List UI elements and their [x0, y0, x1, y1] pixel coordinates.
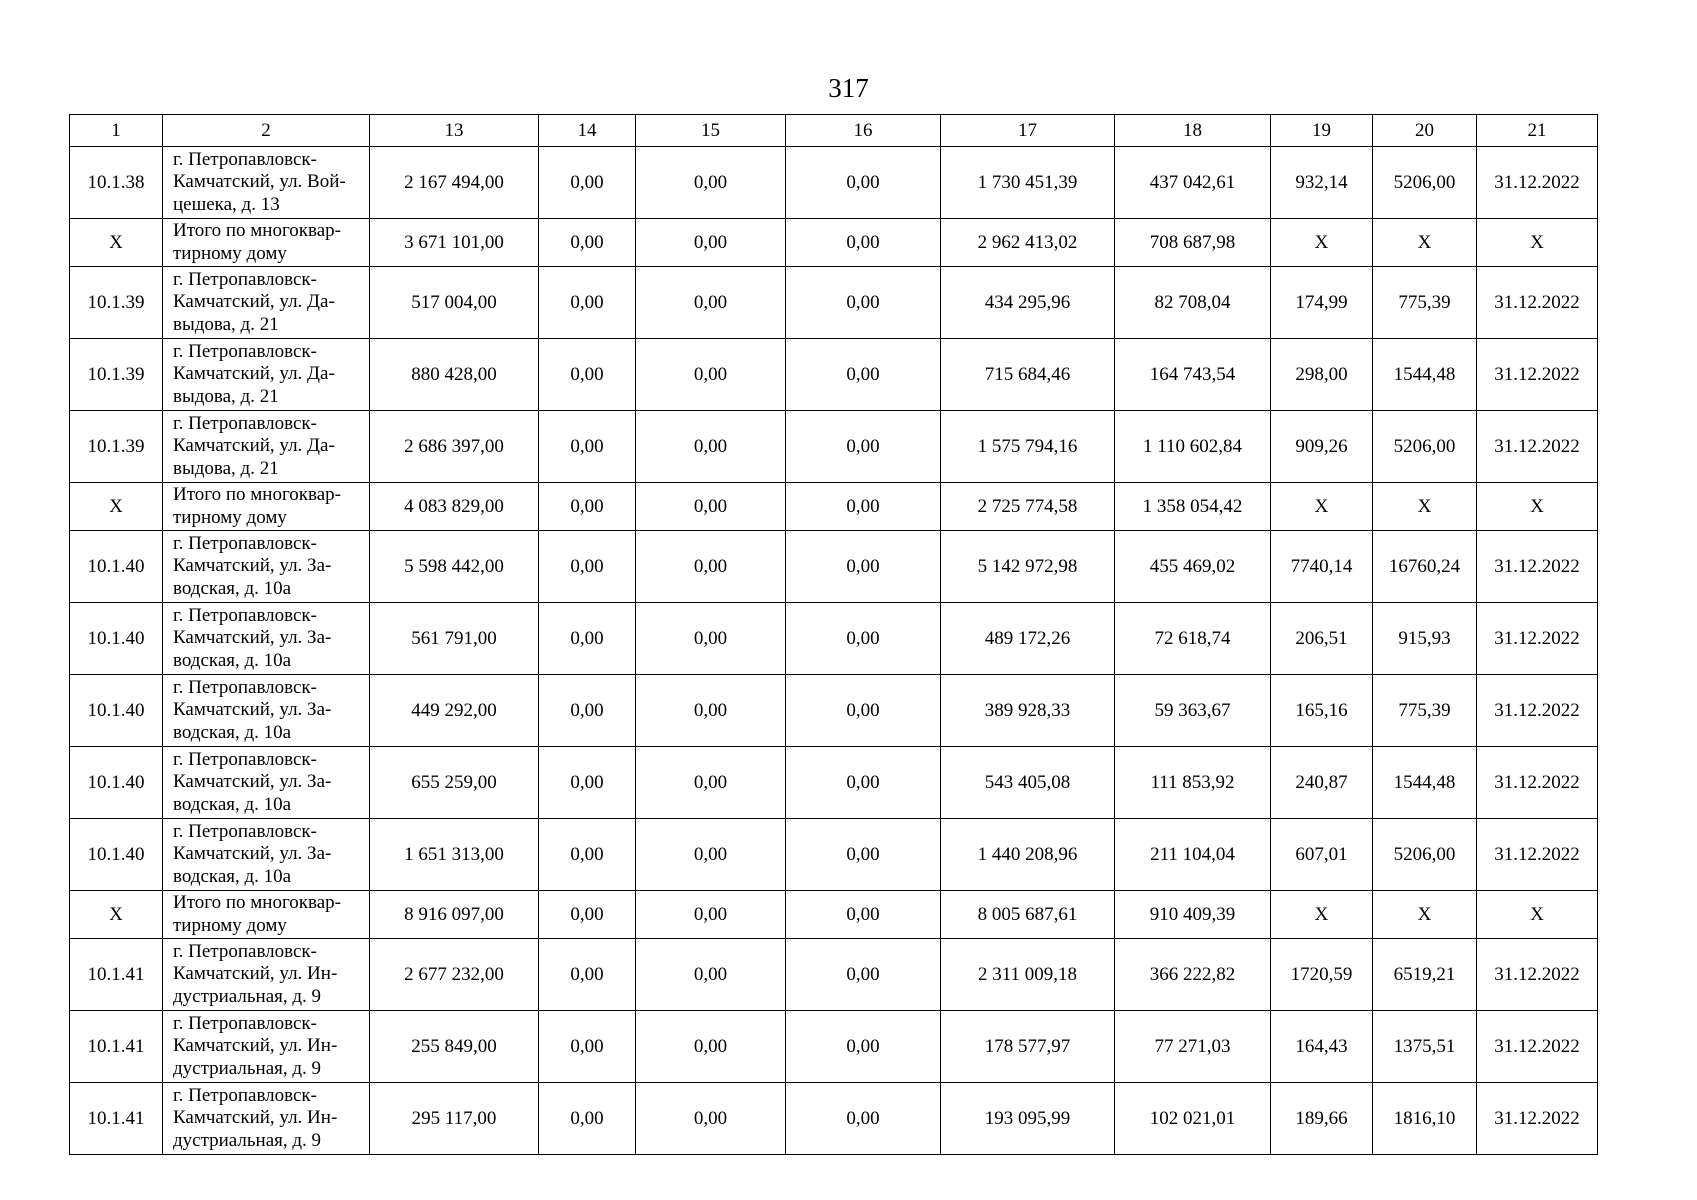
address-line: водская, д. 10а	[173, 793, 292, 815]
cell-col-20: 6519,21	[1373, 939, 1477, 1011]
cell-col-19: 298,00	[1271, 339, 1373, 411]
cell-col-14: 0,00	[539, 147, 636, 219]
column-header: 16	[786, 115, 941, 147]
cell-col-14: 0,00	[539, 219, 636, 267]
cell-col-17: 1 440 208,96	[941, 819, 1115, 891]
cell-col-20: 775,39	[1373, 675, 1477, 747]
cell-col-18: 211 104,04	[1115, 819, 1271, 891]
cell-col-16: 0,00	[786, 891, 941, 939]
cell-col-14: 0,00	[539, 411, 636, 483]
cell-col-21: 31.12.2022	[1477, 267, 1598, 339]
cell-col-20: 16760,24	[1373, 531, 1477, 603]
cell-col-18: 82 708,04	[1115, 267, 1271, 339]
column-header: 17	[941, 115, 1115, 147]
cell-col-20: X	[1373, 219, 1477, 267]
cell-col-21: 31.12.2022	[1477, 675, 1598, 747]
address-line: г. Петропавловск-	[173, 820, 317, 842]
cell-col-17: 2 962 413,02	[941, 219, 1115, 267]
cell-col-19: 165,16	[1271, 675, 1373, 747]
address-line: г. Петропавловск-	[173, 268, 317, 290]
address-cell	[163, 1083, 370, 1155]
table-row	[70, 147, 1598, 219]
cell-col-20: X	[1373, 891, 1477, 939]
table-row	[70, 819, 1598, 891]
cell-col-16: 0,00	[786, 747, 941, 819]
address-line: Камчатский, ул. Да-	[173, 435, 335, 457]
cell-col-19: X	[1271, 219, 1373, 267]
row-number-cell: 10.1.40	[70, 531, 163, 603]
table-row	[70, 675, 1598, 747]
cell-col-16: 0,00	[786, 267, 941, 339]
cell-col-13: 561 791,00	[370, 603, 539, 675]
address-cell	[163, 891, 370, 939]
cell-col-19: 909,26	[1271, 411, 1373, 483]
cell-col-15: 0,00	[636, 675, 786, 747]
cell-col-18: 910 409,39	[1115, 891, 1271, 939]
cell-col-16: 0,00	[786, 147, 941, 219]
cell-col-15: 0,00	[636, 891, 786, 939]
table-row	[70, 747, 1598, 819]
address-line: Камчатский, ул. За-	[173, 843, 332, 865]
address-cell	[163, 531, 370, 603]
row-number-cell: 10.1.39	[70, 267, 163, 339]
cell-col-15: 0,00	[636, 603, 786, 675]
cell-col-15: 0,00	[636, 819, 786, 891]
cell-col-13: 8 916 097,00	[370, 891, 539, 939]
cell-col-19: 189,66	[1271, 1083, 1373, 1155]
cell-col-13: 2 686 397,00	[370, 411, 539, 483]
table-row	[70, 1083, 1598, 1155]
cell-col-19: 240,87	[1271, 747, 1373, 819]
address-cell	[163, 939, 370, 1011]
row-number-cell: 10.1.40	[70, 675, 163, 747]
address-line: тирному дому	[173, 914, 287, 936]
cell-col-16: 0,00	[786, 603, 941, 675]
cell-col-15: 0,00	[636, 339, 786, 411]
cell-col-21: X	[1477, 219, 1598, 267]
address-cell	[163, 747, 370, 819]
cell-col-17: 178 577,97	[941, 1011, 1115, 1083]
column-header: 13	[370, 115, 539, 147]
cell-col-13: 449 292,00	[370, 675, 539, 747]
cell-col-21: 31.12.2022	[1477, 339, 1598, 411]
address-line: дустриальная, д. 9	[173, 1057, 322, 1079]
row-number-cell: X	[70, 483, 163, 531]
cell-col-13: 5 598 442,00	[370, 531, 539, 603]
table-row	[70, 1011, 1598, 1083]
cell-col-21: 31.12.2022	[1477, 1011, 1598, 1083]
cell-col-16: 0,00	[786, 483, 941, 531]
cell-col-15: 0,00	[636, 1083, 786, 1155]
cell-col-18: 455 469,02	[1115, 531, 1271, 603]
data-table	[69, 114, 1598, 1155]
address-line: Камчатский, ул. За-	[173, 771, 332, 793]
address-cell	[163, 411, 370, 483]
table-row	[70, 483, 1598, 531]
address-cell	[163, 339, 370, 411]
cell-col-18: 366 222,82	[1115, 939, 1271, 1011]
cell-col-21: 31.12.2022	[1477, 819, 1598, 891]
address-line: Камчатский, ул. Ин-	[173, 963, 338, 985]
cell-col-18: 111 853,92	[1115, 747, 1271, 819]
table-row	[70, 891, 1598, 939]
cell-col-18: 72 618,74	[1115, 603, 1271, 675]
cell-col-17: 5 142 972,98	[941, 531, 1115, 603]
address-cell	[163, 219, 370, 267]
cell-col-16: 0,00	[786, 1083, 941, 1155]
table-row	[70, 531, 1598, 603]
address-cell	[163, 603, 370, 675]
cell-col-15: 0,00	[636, 939, 786, 1011]
row-number-cell: 10.1.41	[70, 939, 163, 1011]
cell-col-15: 0,00	[636, 483, 786, 531]
address-line: выдова, д. 21	[173, 313, 279, 335]
column-header: 21	[1477, 115, 1598, 147]
address-line: Камчатский, ул. За-	[173, 627, 332, 649]
cell-col-13: 655 259,00	[370, 747, 539, 819]
cell-col-16: 0,00	[786, 219, 941, 267]
cell-col-18: 102 021,01	[1115, 1083, 1271, 1155]
cell-col-19: X	[1271, 891, 1373, 939]
cell-col-19: 7740,14	[1271, 531, 1373, 603]
cell-col-18: 59 363,67	[1115, 675, 1271, 747]
cell-col-21: 31.12.2022	[1477, 411, 1598, 483]
cell-col-13: 3 671 101,00	[370, 219, 539, 267]
cell-col-16: 0,00	[786, 531, 941, 603]
address-line: тирному дому	[173, 242, 287, 264]
cell-col-19: 607,01	[1271, 819, 1373, 891]
cell-col-17: 715 684,46	[941, 339, 1115, 411]
address-line: г. Петропавловск-	[173, 340, 317, 362]
address-line: выдова, д. 21	[173, 457, 279, 479]
cell-col-18: 77 271,03	[1115, 1011, 1271, 1083]
row-number-cell: 10.1.40	[70, 603, 163, 675]
cell-col-16: 0,00	[786, 939, 941, 1011]
page-number: 317	[828, 73, 869, 103]
address-line: выдова, д. 21	[173, 385, 279, 407]
row-number-cell: 10.1.40	[70, 747, 163, 819]
address-line: водская, д. 10а	[173, 577, 292, 599]
cell-col-13: 880 428,00	[370, 339, 539, 411]
address-line: г. Петропавловск-	[173, 532, 317, 554]
address-cell	[163, 267, 370, 339]
cell-col-20: 775,39	[1373, 267, 1477, 339]
cell-col-14: 0,00	[539, 939, 636, 1011]
cell-col-20: 1544,48	[1373, 747, 1477, 819]
cell-col-21: 31.12.2022	[1477, 747, 1598, 819]
cell-col-17: 543 405,08	[941, 747, 1115, 819]
cell-col-15: 0,00	[636, 219, 786, 267]
address-line: г. Петропавловск-	[173, 676, 317, 698]
cell-col-17: 389 928,33	[941, 675, 1115, 747]
cell-col-19: 1720,59	[1271, 939, 1373, 1011]
cell-col-17: 2 311 009,18	[941, 939, 1115, 1011]
cell-col-21: X	[1477, 483, 1598, 531]
address-line: г. Петропавловск-	[173, 604, 317, 626]
address-line: водская, д. 10а	[173, 865, 292, 887]
cell-col-20: 5206,00	[1373, 819, 1477, 891]
cell-col-17: 193 095,99	[941, 1083, 1115, 1155]
cell-col-18: 1 358 054,42	[1115, 483, 1271, 531]
table-row	[70, 603, 1598, 675]
table-row	[70, 939, 1598, 1011]
cell-col-14: 0,00	[539, 339, 636, 411]
cell-col-13: 2 167 494,00	[370, 147, 539, 219]
cell-col-17: 1 730 451,39	[941, 147, 1115, 219]
cell-col-15: 0,00	[636, 267, 786, 339]
cell-col-16: 0,00	[786, 819, 941, 891]
address-line: г. Петропавловск-	[173, 1012, 317, 1034]
table-body	[70, 147, 1598, 1155]
cell-col-13: 1 651 313,00	[370, 819, 539, 891]
cell-col-17: 1 575 794,16	[941, 411, 1115, 483]
table-row	[70, 339, 1598, 411]
cell-col-16: 0,00	[786, 339, 941, 411]
row-number-cell: 10.1.40	[70, 819, 163, 891]
cell-col-15: 0,00	[636, 147, 786, 219]
address-line: г. Петропавловск-	[173, 148, 317, 170]
address-line: г. Петропавловск-	[173, 1084, 317, 1106]
table-row	[70, 411, 1598, 483]
cell-col-14: 0,00	[539, 1083, 636, 1155]
cell-col-14: 0,00	[539, 483, 636, 531]
cell-col-17: 489 172,26	[941, 603, 1115, 675]
row-number-cell: 10.1.38	[70, 147, 163, 219]
cell-col-17: 8 005 687,61	[941, 891, 1115, 939]
address-line: Итого по многоквар-	[173, 892, 341, 913]
cell-col-15: 0,00	[636, 531, 786, 603]
cell-col-21: 31.12.2022	[1477, 531, 1598, 603]
address-line: Итого по многоквар-	[173, 220, 341, 241]
address-line: Камчатский, ул. За-	[173, 699, 332, 721]
cell-col-19: 932,14	[1271, 147, 1373, 219]
cell-col-14: 0,00	[539, 819, 636, 891]
row-number-cell: 10.1.41	[70, 1011, 163, 1083]
cell-col-20: 5206,00	[1373, 147, 1477, 219]
cell-col-18: 437 042,61	[1115, 147, 1271, 219]
cell-col-13: 517 004,00	[370, 267, 539, 339]
address-cell	[163, 819, 370, 891]
cell-col-14: 0,00	[539, 603, 636, 675]
cell-col-14: 0,00	[539, 267, 636, 339]
row-number-cell: 10.1.41	[70, 1083, 163, 1155]
address-line: Камчатский, ул. Да-	[173, 363, 335, 385]
column-header: 14	[539, 115, 636, 147]
column-header: 20	[1373, 115, 1477, 147]
row-number-cell: X	[70, 891, 163, 939]
cell-col-21: 31.12.2022	[1477, 603, 1598, 675]
cell-col-20: 1375,51	[1373, 1011, 1477, 1083]
address-line: тирному дому	[173, 506, 287, 528]
address-cell	[163, 1011, 370, 1083]
address-cell	[163, 675, 370, 747]
cell-col-20: 1544,48	[1373, 339, 1477, 411]
cell-col-14: 0,00	[539, 891, 636, 939]
cell-col-18: 708 687,98	[1115, 219, 1271, 267]
row-number-cell: 10.1.39	[70, 339, 163, 411]
cell-col-21: X	[1477, 891, 1598, 939]
cell-col-20: 915,93	[1373, 603, 1477, 675]
cell-col-14: 0,00	[539, 1011, 636, 1083]
address-line: Итого по многоквар-	[173, 484, 341, 505]
address-line: водская, д. 10а	[173, 721, 292, 743]
cell-col-21: 31.12.2022	[1477, 1083, 1598, 1155]
address-line: дустриальная, д. 9	[173, 1129, 322, 1151]
cell-col-14: 0,00	[539, 675, 636, 747]
address-line: водская, д. 10а	[173, 649, 292, 671]
cell-col-17: 2 725 774,58	[941, 483, 1115, 531]
cell-col-21: 31.12.2022	[1477, 939, 1598, 1011]
cell-col-21: 31.12.2022	[1477, 147, 1598, 219]
address-line: Камчатский, ул. Вой-	[173, 171, 346, 193]
cell-col-14: 0,00	[539, 531, 636, 603]
cell-col-19: 174,99	[1271, 267, 1373, 339]
cell-col-15: 0,00	[636, 747, 786, 819]
address-line: Камчатский, ул. Ин-	[173, 1035, 338, 1057]
cell-col-16: 0,00	[786, 675, 941, 747]
address-line: цешека, д. 13	[173, 193, 280, 215]
cell-col-13: 295 117,00	[370, 1083, 539, 1155]
address-cell	[163, 483, 370, 531]
cell-col-17: 434 295,96	[941, 267, 1115, 339]
address-line: г. Петропавловск-	[173, 940, 317, 962]
header-row	[70, 115, 1598, 147]
column-header: 15	[636, 115, 786, 147]
address-line: Камчатский, ул. За-	[173, 555, 332, 577]
cell-col-20: 5206,00	[1373, 411, 1477, 483]
cell-col-20: 1816,10	[1373, 1083, 1477, 1155]
cell-col-18: 1 110 602,84	[1115, 411, 1271, 483]
address-line: г. Петропавловск-	[173, 412, 317, 434]
address-line: Камчатский, ул. Да-	[173, 291, 335, 313]
cell-col-13: 255 849,00	[370, 1011, 539, 1083]
column-header: 19	[1271, 115, 1373, 147]
cell-col-13: 4 083 829,00	[370, 483, 539, 531]
row-number-cell: X	[70, 219, 163, 267]
cell-col-19: X	[1271, 483, 1373, 531]
cell-col-19: 206,51	[1271, 603, 1373, 675]
cell-col-18: 164 743,54	[1115, 339, 1271, 411]
column-header: 18	[1115, 115, 1271, 147]
cell-col-13: 2 677 232,00	[370, 939, 539, 1011]
cell-col-16: 0,00	[786, 411, 941, 483]
address-line: дустриальная, д. 9	[173, 985, 322, 1007]
cell-col-16: 0,00	[786, 1011, 941, 1083]
address-line: Камчатский, ул. Ин-	[173, 1107, 338, 1129]
column-header: 1	[70, 115, 163, 147]
table-row	[70, 219, 1598, 267]
table-row	[70, 267, 1598, 339]
cell-col-14: 0,00	[539, 747, 636, 819]
cell-col-20: X	[1373, 483, 1477, 531]
cell-col-19: 164,43	[1271, 1011, 1373, 1083]
column-header: 2	[163, 115, 370, 147]
cell-col-15: 0,00	[636, 411, 786, 483]
cell-col-15: 0,00	[636, 1011, 786, 1083]
row-number-cell: 10.1.39	[70, 411, 163, 483]
address-line: г. Петропавловск-	[173, 748, 317, 770]
address-cell	[163, 147, 370, 219]
